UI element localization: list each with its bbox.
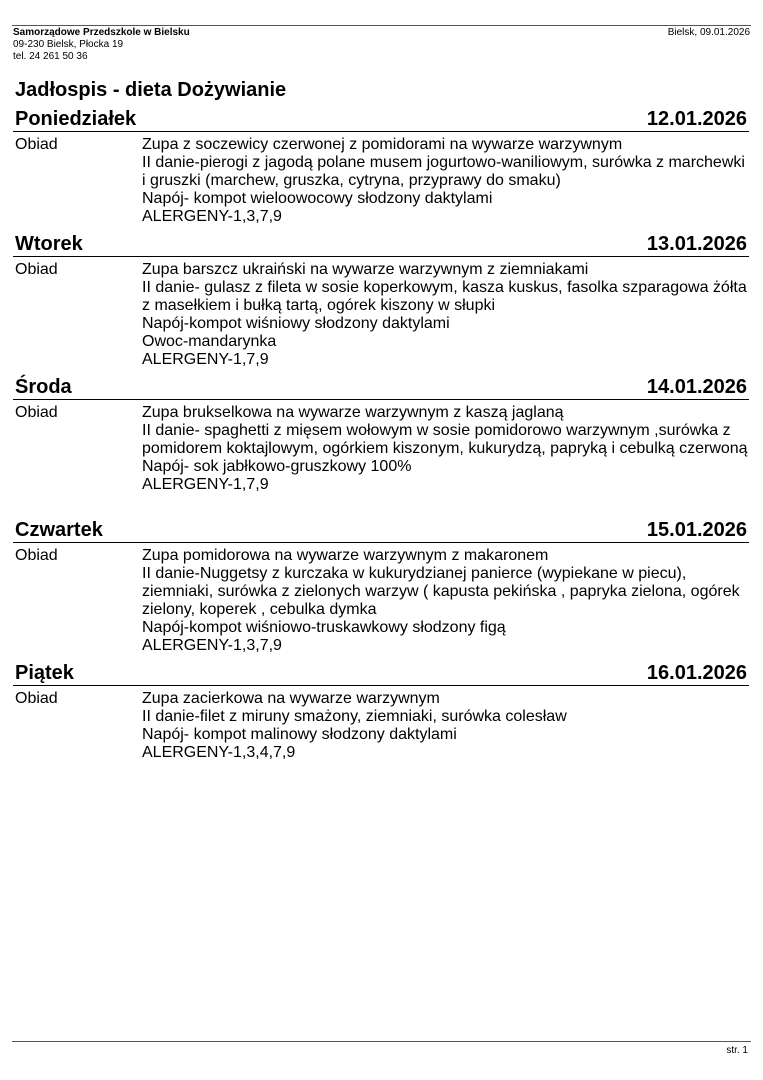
footer-rule [12, 1041, 751, 1042]
day-section [13, 230, 749, 373]
day-date: 13.01.2026 [646, 233, 747, 255]
day-section [13, 516, 749, 659]
meal-row [13, 132, 749, 230]
organization-address: 09-230 Bielsk, Płocka 19 [13, 39, 124, 50]
day-header [13, 659, 749, 686]
day-date: 16.01.2026 [646, 662, 747, 684]
menu-days [13, 105, 749, 784]
meal-label: Obiad [15, 547, 58, 564]
day-section [13, 659, 749, 784]
meal-label: Obiad [15, 261, 58, 278]
organization-name: Samorządowe Przedszkole w Bielsku [13, 27, 190, 38]
meal-description: Zupa barszcz ukraiński na wywarze warzywnym z ziemniakami II danie- gulasz z fileta w sosie koperkowym, kasza kuskus, fasolka szparagowa żółta z masełkiem i bułką tartą, ogórek kiszony w słupki Napój-kompot wiśniowy słodzony daktylami Owoc-mandarynka ALERGENY-1,7,9 [142, 261, 747, 368]
meal-row [13, 257, 749, 373]
day-header [13, 105, 749, 132]
page-number: str. 1 [726, 1045, 748, 1056]
day-header [13, 516, 749, 543]
day-name: Środa [15, 376, 72, 398]
meal-description: Zupa pomidorowa na wywarze warzywnym z makaronem II danie-Nuggetsy z kurczaka w kukurydzianej panierce (wypiekane w piecu), ziemniaki, surówka z zielonych warzyw ( kapusta pekińska , papryka zielona, ogórek zielony, koperek , cebulka dymka Napój-kompot wiśniowo-truskawkowy słodzony figą ALERGENY-1,3,7,9 [142, 547, 740, 654]
day-name: Czwartek [15, 519, 103, 541]
day-date: 15.01.2026 [646, 519, 747, 541]
meal-label: Obiad [15, 404, 58, 421]
organization-block [13, 27, 190, 63]
day-name: Poniedziałek [15, 108, 137, 130]
day-header [13, 373, 749, 400]
meal-label: Obiad [15, 690, 58, 707]
meal-row [13, 400, 749, 516]
header-rule [12, 25, 751, 26]
day-name: Piątek [15, 662, 74, 684]
organization-phone: tel. 24 261 50 36 [13, 51, 88, 62]
meal-description: Zupa zacierkowa na wywarze warzywnym II danie-filet z miruny smażony, ziemniaki, surówka colesław Napój- kompot malinowy słodzony daktylami ALERGENY-1,3,4,7,9 [142, 690, 567, 761]
day-header [13, 230, 749, 257]
place-date: Bielsk, 09.01.2026 [667, 27, 750, 38]
meal-description: Zupa brukselkowa na wywarze warzywnym z kaszą jaglaną II danie- spaghetti z mięsem wołowym w sosie pomidorowo warzywnym ,surówka z pomidorem koktajlowym, ogórkiem kiszonym, kukurydzą, papryką i cebulką czerwoną Napój- sok jabłkowo-gruszkowy 100% ALERGENY-1,7,9 [142, 404, 748, 493]
day-section [13, 105, 749, 230]
meal-row [13, 686, 749, 784]
meal-label: Obiad [15, 136, 58, 153]
meal-row [13, 543, 749, 659]
meal-description: Zupa z soczewicy czerwonej z pomidorami na wywarze warzywnym II danie-pierogi z jagodą polane musem jogurtowo-waniliowym, surówka z marchewki i gruszki (marchew, gruszka, cytryna, przyprawy do smaku) Napój- kompot wieloowocowy słodzony daktylami ALERGENY-1,3,7,9 [142, 136, 745, 225]
day-date: 12.01.2026 [646, 108, 747, 130]
day-section [13, 373, 749, 516]
page-title: Jadłospis - dieta Dożywianie [15, 79, 287, 101]
day-name: Wtorek [15, 233, 83, 255]
day-date: 14.01.2026 [646, 376, 747, 398]
